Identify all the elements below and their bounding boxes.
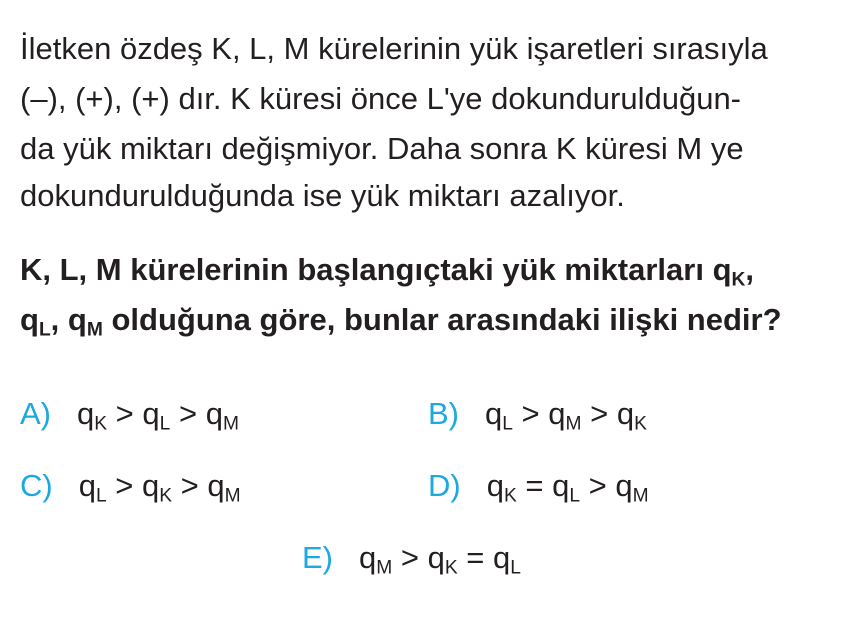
option-b[interactable]	[428, 396, 647, 435]
prompt-sep: , q	[50, 302, 87, 337]
prompt-text: K, L, M kürelerinin başlangıçtaki yük miktarları q	[20, 252, 732, 287]
prompt-subscript: L	[38, 319, 51, 341]
option-c[interactable]	[20, 468, 241, 507]
prompt-subscript: M	[86, 319, 103, 341]
option-e[interactable]	[302, 540, 521, 579]
option-expression: $q_L > q_M > q_K$	[485, 396, 647, 435]
option-expression: $q_M > q_K = q_L$	[359, 540, 521, 579]
prompt-subscript: K	[731, 269, 746, 291]
option-expression: $q_L > q_K > q_M$	[78, 468, 241, 507]
option-expression: $q_K = q_L > q_M$	[486, 468, 649, 507]
prompt-text: olduğuna göre, bunlar arasındaki ilişki nedir?	[102, 302, 782, 337]
stem-line-4: dokundurulduğunda ise yük miktarı azalıyor.	[20, 178, 625, 213]
prompt-line-2	[20, 302, 782, 341]
option-letter: B)	[428, 396, 459, 431]
option-letter: C)	[20, 468, 53, 503]
stem-line-3: da yük miktarı değişmiyor. Daha sonra K küresi M ye	[20, 131, 744, 166]
stem-line-2: (–), (+), (+) dır. K küresi önce L'ye dokundurulduğun-	[20, 81, 742, 116]
option-letter: D)	[428, 468, 461, 503]
prompt-q: q	[20, 302, 39, 337]
option-letter: A)	[20, 396, 51, 431]
option-a[interactable]	[20, 396, 239, 435]
prompt-line-1	[20, 252, 755, 291]
option-expression: $q_K > q_L > q_M$	[77, 396, 239, 435]
option-d[interactable]	[428, 468, 649, 507]
prompt-comma: ,	[745, 252, 755, 287]
option-letter: E)	[302, 540, 333, 575]
stem-line-1: İletken özdeş K, L, M kürelerinin yük işaretleri sırasıyla	[20, 31, 768, 66]
